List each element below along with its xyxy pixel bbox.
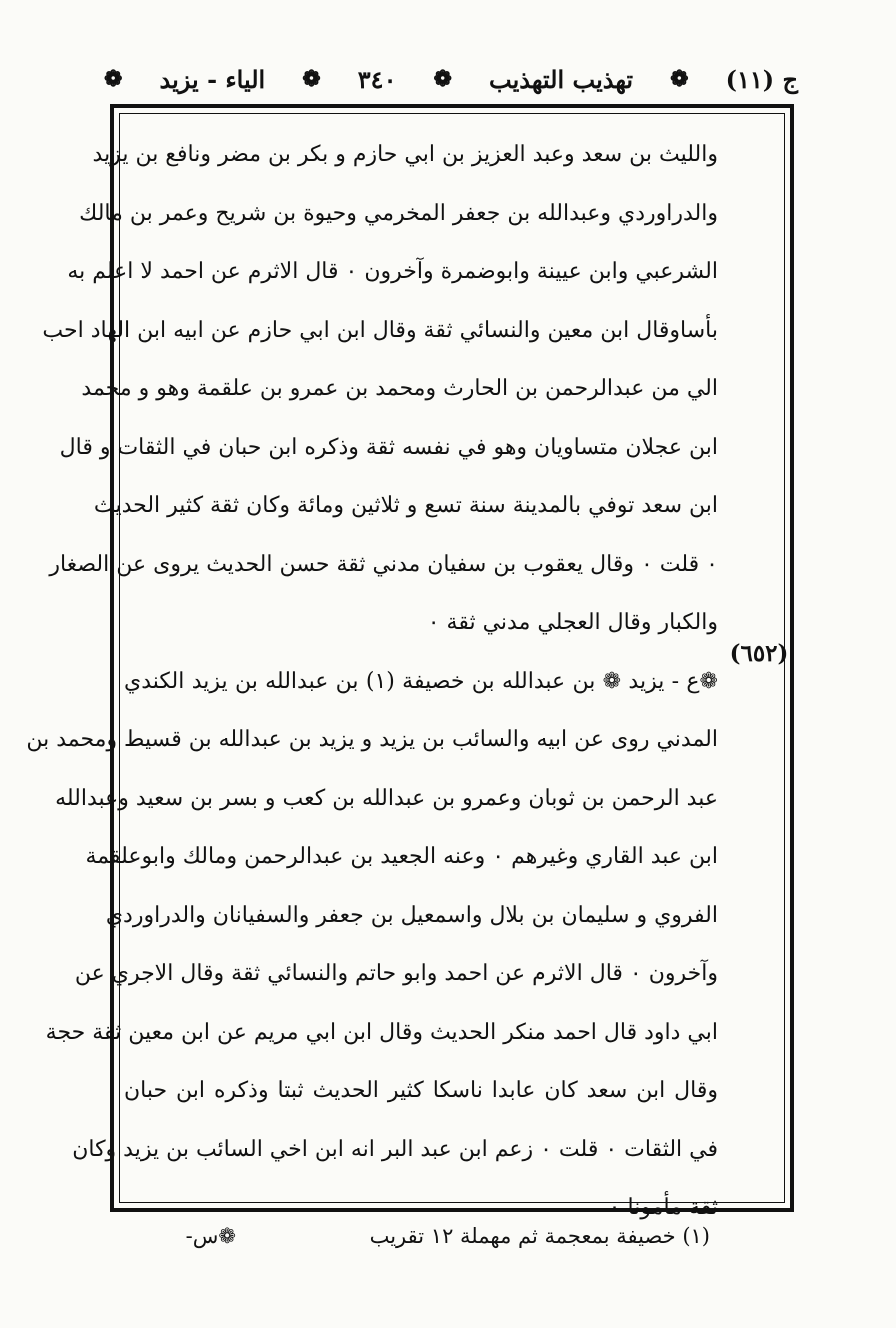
header-volume: ج (١١) bbox=[725, 64, 798, 94]
text-line: الشرعبي وابن عيينة وابوضمرة وآخرون ٠ قال الاثرم عن احمد لا اعلم به bbox=[67, 259, 718, 284]
text-line: الي من عبدالرحمن بن الحارث ومحمد بن عمرو بن علقمة وهو و محمد bbox=[81, 376, 718, 401]
text-line: في الثقات ٠ قلت ٠ زعم ابن عبد البر انه ابن اخي السائب بن يزيد وكان bbox=[72, 1136, 718, 1162]
text-line: والكبار وقال العجلي مدني ثقة ٠ bbox=[427, 610, 718, 635]
text-line: المدني روى عن ابيه والسائب بن يزيد و يزيد بن عبدالله بن قسيط ومحمد بن bbox=[26, 727, 718, 752]
text-line: ابي داود قال احمد منكر الحديث وقال ابن ابي مريم عن ابن معين ثقة حجة bbox=[45, 1019, 718, 1045]
text-line: وآخرون ٠ قال الاثرم عن احمد وابو حاتم والنسائي ثقة وقال الاجري عن bbox=[74, 961, 718, 986]
text-line: وقال ابن سعد كان عابدا ناسكا كثير الحديث ثبتا وذكره ابن حبان bbox=[124, 1078, 718, 1103]
text-line: ٠ قلت ٠ وقال يعقوب بن سفيان مدني ثقة حسن الحديث يروى عن الصغار bbox=[49, 551, 718, 577]
ornament-icon: ❁ bbox=[433, 66, 452, 92]
page-header bbox=[104, 58, 798, 100]
signature-mark: ❁س- bbox=[185, 1224, 236, 1248]
text-line: والدراوردي وعبدالله بن جعفر المخرمي وحيوة بن شريح وعمر بن مالك bbox=[79, 200, 718, 226]
text-line: ابن عبد القاري وغيرهم ٠ وعنه الجعيد بن عبدالرحمن ومالك وابوعلقمة bbox=[85, 844, 718, 869]
text-line: الفروي و سليمان بن بلال واسمعيل بن جعفر والسفيانان والدراوردي bbox=[105, 902, 718, 928]
header-page-number: ٣٤٠ bbox=[357, 64, 397, 94]
text-line: عبد الرحمن بن ثوبان وعمرو بن عبدالله بن كعب و بسر بن سعيد وعبدالله bbox=[55, 785, 718, 811]
text-line: ابن عجلان متساويان وهو في نفسه ثقة وذكره ابن حبان في الثقات و قال bbox=[59, 434, 718, 460]
footnote: (١) خصيفة بمعجمة ثم مهملة ١٢ تقريب bbox=[369, 1224, 710, 1248]
main-text bbox=[26, 126, 718, 1238]
entry-number: (٦٥٢) bbox=[729, 640, 789, 667]
text-line: والليث بن سعد وعبد العزيز بن ابي حازم و بكر بن مضر ونافع بن يزيد bbox=[92, 142, 718, 167]
text-line: ثقة مأمونا ٠ bbox=[608, 1195, 718, 1220]
text-line: بأساوقال ابن معين والنسائي ثقة وقال ابن ابي حازم عن ابيه ابن الهاد احب bbox=[42, 317, 718, 343]
header-book-title: تهذيب التهذيب bbox=[489, 64, 634, 94]
ornament-icon: ❁ bbox=[670, 66, 689, 92]
ornament-icon: ❁ bbox=[104, 66, 123, 92]
ornament-icon: ❁ bbox=[302, 66, 321, 92]
text-line: ابن سعد توفي بالمدينة سنة تسع و ثلاثين ومائة وكان ثقة كثير الحديث bbox=[93, 493, 718, 518]
header-section: الياء - يزيد bbox=[159, 64, 266, 94]
entry-heading-line: ❁ع - يزيد ❁ بن عبدالله بن خصيفة (١) بن عبدالله بن يزيد الكندي bbox=[124, 668, 718, 694]
